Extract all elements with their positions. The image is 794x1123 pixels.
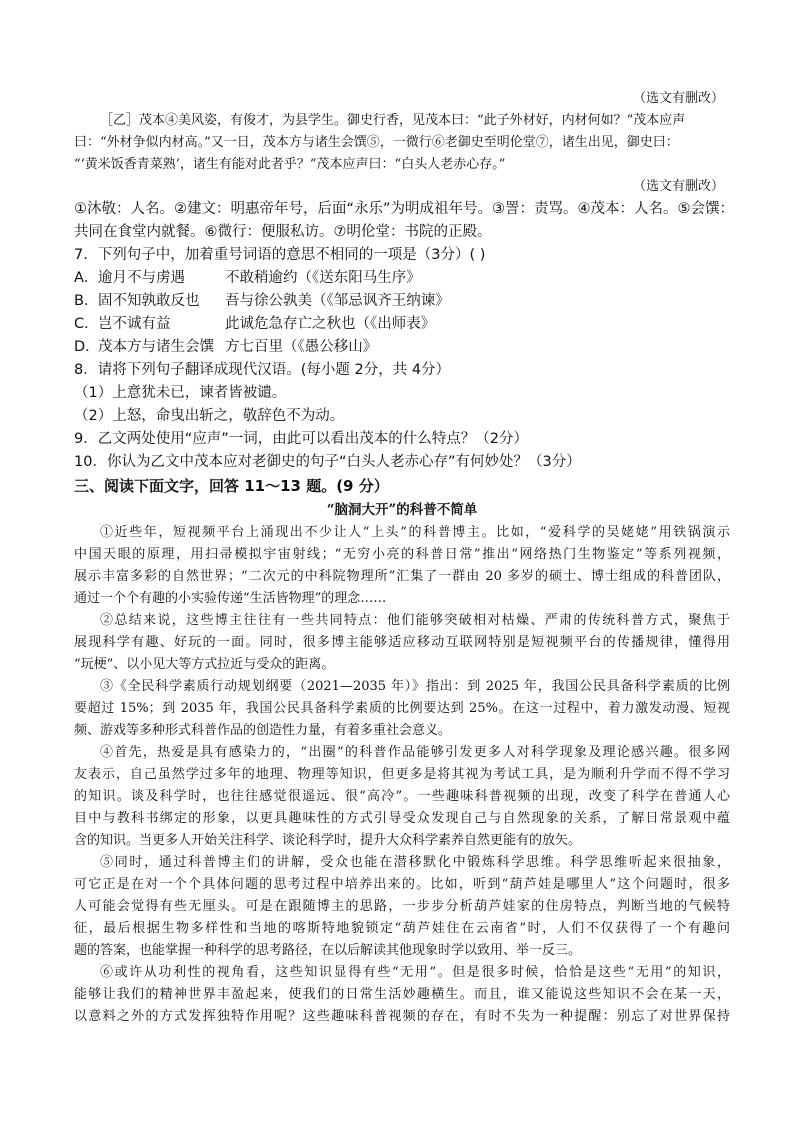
option-left: 逾月不与虏遇 xyxy=(98,270,185,286)
article-paragraph xyxy=(74,852,730,962)
yi-line: ［乙］茂本④美风姿，有俊才，为县学生。御史行香，见茂本曰：“此子外材好，内材何如？”茂本应声 xyxy=(100,113,686,128)
article-paragraph xyxy=(74,522,730,610)
paragraph-line: 展现科学有趣、好玩的一面。同时，很多博主能够适应移动互联网特别是短视频平台的传播规律，懂得用 xyxy=(74,635,730,650)
option-label: C． xyxy=(74,316,99,332)
option-right: 吾与徐公孰美（《邹忌讽齐王纳谏》 xyxy=(225,293,450,309)
paragraph-line: 征，最后根据生物多样性和当地的喀斯特地貌锁定“葫芦娃住在云南省”时，人们不仅获得了一个有趣问 xyxy=(74,921,730,936)
option-left: 茂本方与诸生会馔 xyxy=(98,339,214,355)
paragraph-line: 中国天眼的原理，用扫帚模拟宇宙射线；“无穷小亮的科普日常”推出“网络热门生物鉴定”等系列视频， xyxy=(74,547,730,562)
section-3-title: 三、阅读下面文字，回答 11～13 题。(9 分） xyxy=(74,477,389,495)
question-9: 9．乙文两处使用“应声”一词，由此可以看出茂本的什么特点？（2分） xyxy=(74,431,528,447)
article-paragraph xyxy=(74,962,730,1028)
option-label: B． xyxy=(74,293,99,309)
option-right: 此诚危急存亡之秋也（《出师表》 xyxy=(225,316,436,332)
paragraph-line: 要超过 15%；到 2035 年，我国公民具备科学素质的比例要达到 25%。在这一过程中，着力激发动漫、短视 xyxy=(74,701,730,716)
question-10: 10．你认为乙文中茂本应对老御史的句子“白头人老赤心存”有何妙处？（3分） xyxy=(74,454,581,470)
source-note: （选文有删改） xyxy=(632,91,724,106)
notes-line: 共同在食堂内就餐。⑥微行：便服私访。⑦明伦堂：书院的正殿。 xyxy=(74,224,492,240)
paragraph-line: ②总结来说，这些博主往往有一些共同特点：他们能够突破相对枯燥、严肃的传统科普方式，聚焦于 xyxy=(100,613,730,628)
paragraph-line: ③《全民科学素质行动规划纲要（2021—2035 年）》指出：到 2025 年，我国公民具备科学素质的比例 xyxy=(100,679,730,694)
exam-page xyxy=(74,88,735,1028)
yi-line: 曰：“外材争似内材高。”又一日，茂本方与诸生会馔⑤，一微行⑥老御史至明伦堂⑦，诸生出见，御史曰： xyxy=(74,135,679,150)
paragraph-line: 能够让我们的精神世界丰盈起来，使我们的日常生活妙趣横生。而且，谁又能说这些知识不会在某一天， xyxy=(74,987,730,1002)
article-paragraph xyxy=(74,610,730,676)
notes-line: ①沐敬：人名。②建文：明惠帝年号，后面“永乐”为明成祖年号。③詈：责骂。④茂本：人名。⑤会馔： xyxy=(74,201,735,217)
article-paragraph xyxy=(74,742,730,852)
paragraph-line: 可它正是在对一个个具体问题的思考过程中培养出来的。比如，听到“葫芦娃是哪里人”这个问题时，很多 xyxy=(74,877,730,892)
option-right: 不敢稍逾约（《送东阳马生序》 xyxy=(225,270,421,286)
option-left: 岂不诚有益 xyxy=(98,316,171,332)
option-label: A． xyxy=(74,270,99,286)
question-7-option xyxy=(74,290,730,313)
question-7-option xyxy=(74,336,730,359)
question-8-item: （1）上意犹未已，谏者皆被谴。 xyxy=(74,385,287,401)
article-title: “脑洞大开”的科普不简单 xyxy=(326,502,478,518)
paragraph-line: 含的知识。当更多人开始关注科学、谈论科学时，提升大众科学素养自然更能有的放矢。 xyxy=(74,833,582,848)
paragraph-line: 的知识。谈及科学时，也往往感觉很遥远、很“高冷”。一些趣味科普视频的出现，改变了科学在普通人心 xyxy=(74,789,730,804)
question-8-stem: 8．请将下列句子翻译成现代汉语。(每小题 2分，共 4分） xyxy=(74,362,451,378)
paragraph-line: “玩梗”、以小见大等方式拉近与受众的距离。 xyxy=(74,657,335,672)
option-right: 方七百里（《愚公移山》 xyxy=(225,339,378,355)
option-label: D． xyxy=(74,339,100,355)
source-note: （选文有删改） xyxy=(632,179,724,194)
question-7-stem: 7．下列句子中，加着重号词语的意思不相同的一项是（3分）( ) xyxy=(74,247,486,263)
paragraph-line: 频、游戏等多种形式科普作品的创造性力量，有着多重社会意义。 xyxy=(74,723,452,738)
question-8-item: （2）上怒，命曳出斩之，敬辞色不为动。 xyxy=(74,408,345,424)
paragraph-line: ⑤同时，通过科普博主们的讲解，受众也能在潜移默化中锻炼科学思维。科学思维听起来很抽象， xyxy=(100,855,730,870)
question-7-option xyxy=(74,267,730,290)
yi-line: “‘黄米饭香青菜熟’，诸生有能对此者乎？”茂本应声曰：“白头人老赤心存。” xyxy=(74,157,506,172)
paragraph-line: 展示丰富多彩的自然世界；“二次元的中科院物理所”汇集了一群由 20 多岁的硕士、博士组成的科普团队， xyxy=(74,569,730,584)
paragraph-line: ①近些年，短视频平台上涌现出不少让人“上头”的科普博主。比如，“爱科学的吴姥姥”用铁锅演示 xyxy=(100,525,730,540)
paragraph-line: 通过一个个有趣的小实验传递“生活皆物理”的理念…… xyxy=(74,591,387,606)
paragraph-line: 以意料之外的方式发挥独特作用呢？这些趣味科普视频的存在，有时不失为一种提醒：别忘了对世界保持 xyxy=(74,1009,730,1024)
paragraph-line: 目中与教科书绑定的形象，以更具趣味性的方式引导受众发现自己与自然现象的关系，了解日常景观中蕴 xyxy=(74,811,730,826)
paragraph-line: ④首先，热爱是具有感染力的，“出圈”的科普作品能够引发更多人对科学现象及理论感兴趣。很多网 xyxy=(100,745,730,760)
paragraph-line: ⑥或许从功利性的视角看，这些知识显得有些“无用”。但是很多时候，恰恰是这些“无用”的知识， xyxy=(100,965,730,980)
paragraph-line: 人可能会觉得有些无厘头。可是在跟随博主的思路，一步步分析葫芦娃家的住房特点，判断当地的气候特 xyxy=(74,899,730,914)
paragraph-line: 友表示，自己虽然学过多年的地理、物理等知识，但更多是将其视为考试工具，是为顺利升学而不得不学习 xyxy=(74,767,730,782)
question-7-option xyxy=(74,313,730,336)
paragraph-line: 题的答案，也能掌握一种科学的思考路径，在以后解读其他现象时学以致用、举一反三。 xyxy=(74,943,582,958)
article-paragraph xyxy=(74,676,730,742)
option-left: 固不知孰敢反也 xyxy=(98,293,200,309)
